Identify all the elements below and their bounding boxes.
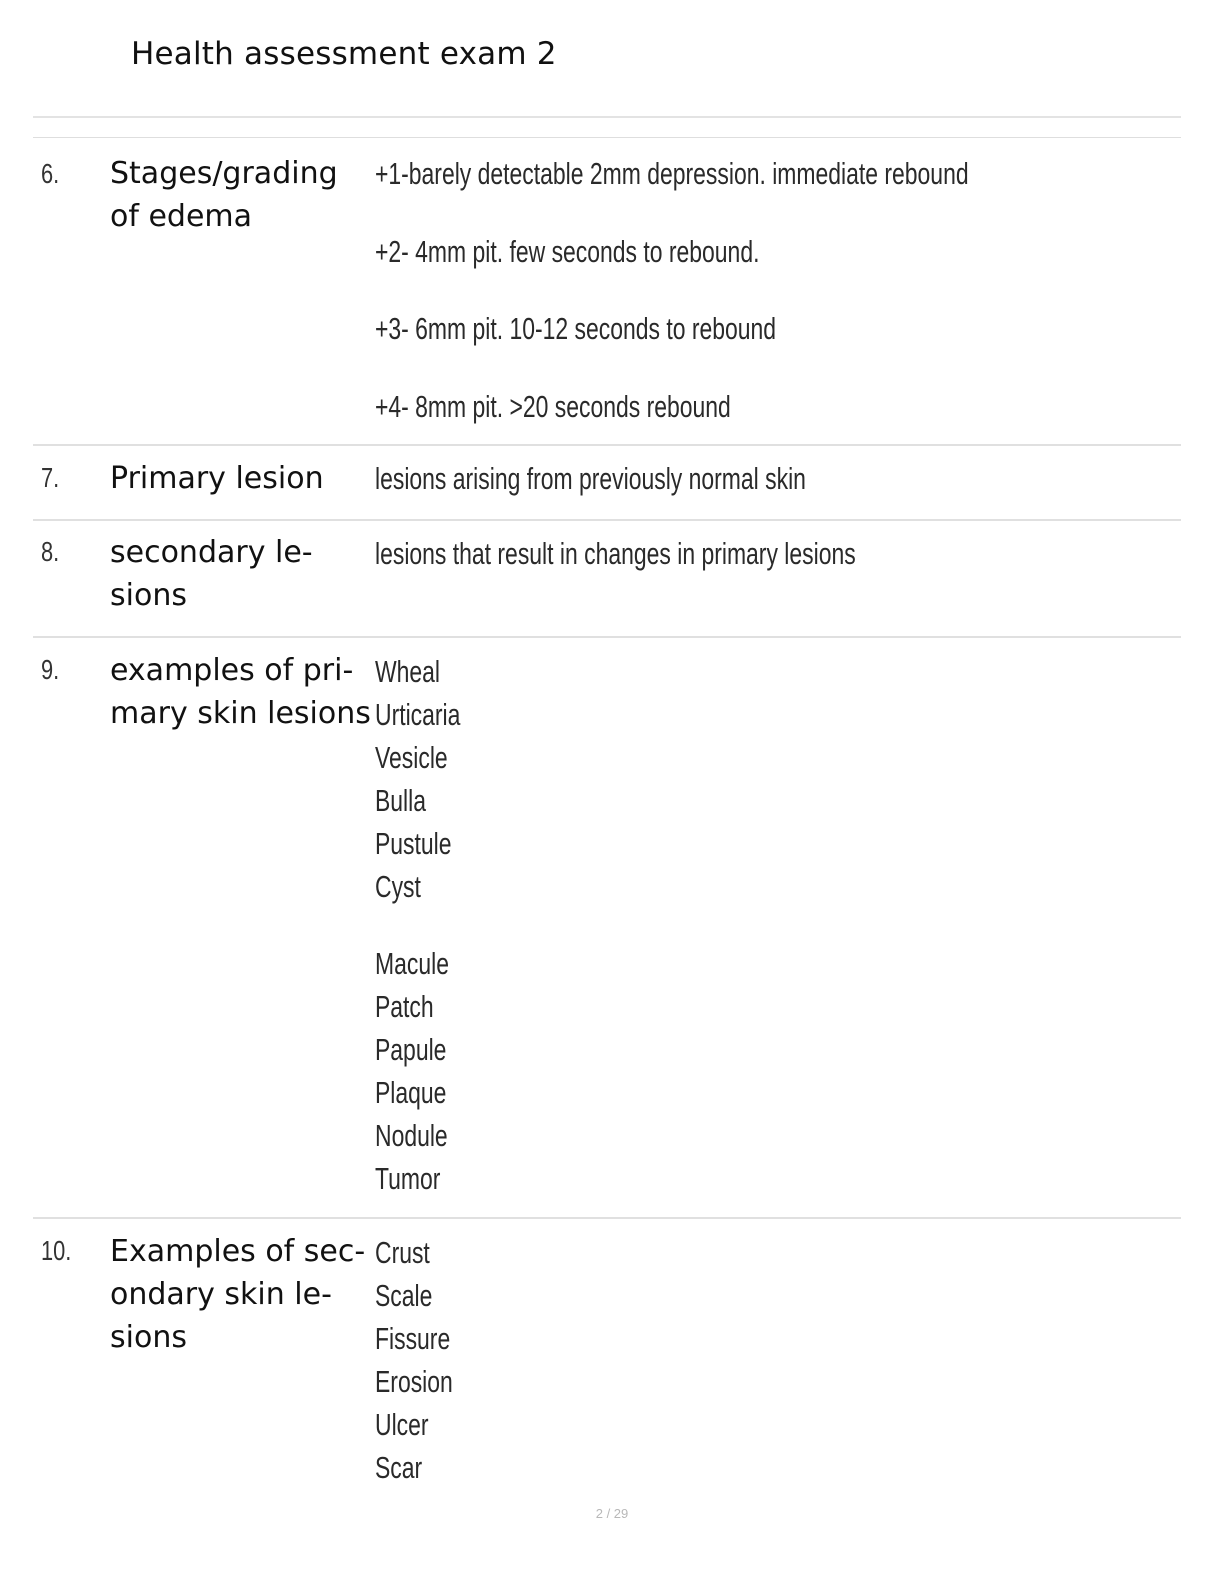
card-definition — [375, 536, 1175, 614]
card-term: Primary lesion — [110, 461, 324, 496]
definition-line: Tumor — [375, 1161, 441, 1196]
definition-line: +2- 4mm pit. few seconds to rebound. — [375, 233, 760, 269]
definition-line: Wheal — [375, 654, 441, 689]
definition-line: Fissure — [375, 1321, 451, 1356]
definition-gap — [375, 910, 1175, 944]
definition-line: Cyst — [375, 869, 421, 904]
definition-line: Pustule — [375, 826, 452, 861]
card-term: secondary le- sions — [110, 535, 313, 613]
card-term: Examples of sec- ondary skin le- sions — [110, 1234, 366, 1355]
definition-line: Scar — [375, 1450, 423, 1485]
definition-line: Erosion — [375, 1364, 453, 1399]
card-term: examples of pri- mary skin lesions — [110, 653, 371, 731]
definition-line: Vesicle — [375, 740, 448, 775]
card-number: 6. — [41, 158, 60, 189]
card-definition — [375, 1233, 1175, 1491]
flashcard-row — [33, 521, 1181, 638]
definition-line: +3- 6mm pit. 10-12 seconds to rebound — [375, 311, 777, 346]
card-number: 8. — [41, 536, 60, 567]
definition-line: lesions arising from previously normal skin — [375, 461, 806, 496]
definition-line: Scale — [375, 1278, 433, 1313]
definition-line: Papule — [375, 1032, 447, 1067]
card-term: Stages/grading of edema — [110, 156, 338, 234]
definition-line: Urticaria — [375, 697, 461, 732]
card-number: 9. — [41, 654, 60, 685]
flashcard-row — [33, 138, 1181, 446]
flashcard-row — [33, 446, 1181, 521]
definition-line: lesions that result in changes in primary lesions — [375, 536, 856, 571]
page-number: 2 / 29 — [595, 1506, 629, 1521]
definition-line: Plaque — [375, 1075, 447, 1110]
definition-line: Crust — [375, 1235, 430, 1270]
card-number: 10. — [41, 1235, 72, 1266]
definition-line: Patch — [375, 989, 434, 1024]
page-header-title: Health assessment exam 2 — [131, 36, 557, 72]
definition-line: Nodule — [375, 1118, 448, 1153]
definition-line: Bulla — [375, 783, 427, 818]
card-definition — [375, 652, 1175, 1202]
flashcard-row — [33, 1219, 1181, 1494]
definition-line: Ulcer — [375, 1407, 429, 1442]
header-divider — [33, 116, 1181, 118]
card-definition — [375, 156, 1175, 466]
flashcard-row — [33, 638, 1181, 1219]
definition-line: +4- 8mm pit. >20 seconds rebound — [375, 388, 731, 424]
definition-line: +1-barely detectable 2mm depression. immediate rebound — [375, 156, 969, 191]
definition-line: Macule — [375, 946, 449, 981]
card-number: 7. — [41, 462, 60, 493]
